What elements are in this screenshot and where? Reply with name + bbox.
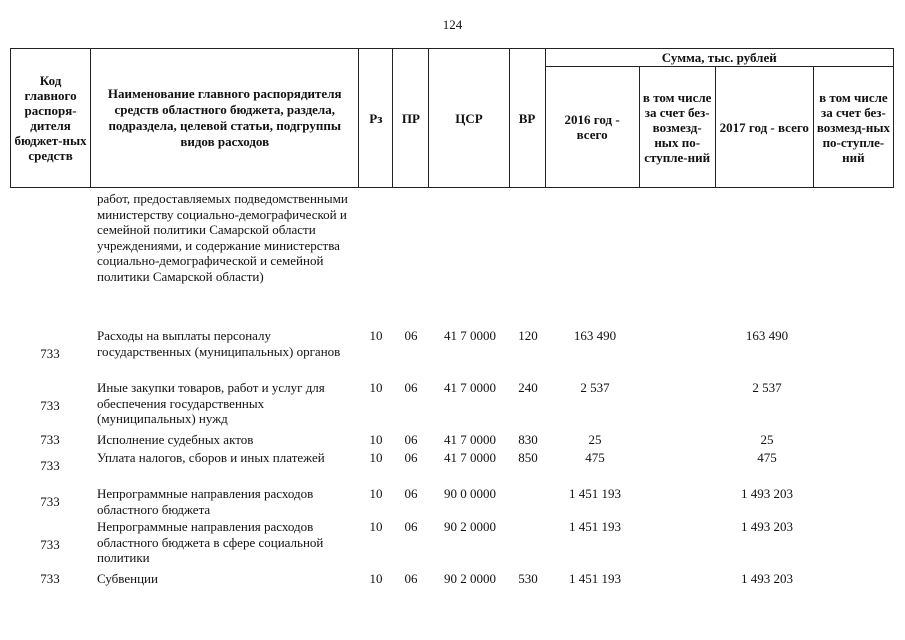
row-name: работ, предоставляемых подведомственными министерству социально-демографической и семейной политики Самарской области учреждениями, и содержание министерства социально-демографической и семейной политики Самарской области) bbox=[97, 191, 348, 284]
row-rz: 10 bbox=[369, 450, 383, 465]
table-row bbox=[0, 191, 905, 325]
table-row bbox=[0, 450, 905, 482]
row-name: Расходы на выплаты персоналу государственных (муниципальных) органов bbox=[97, 328, 341, 359]
row-rz: 10 bbox=[369, 432, 383, 447]
row-name: Уплата налогов, сборов и иных платежей bbox=[97, 450, 325, 465]
row-code: 733 bbox=[40, 537, 60, 552]
header-2017-gratis: в том числе за счет без-возмезд-ных по-ступле-ний bbox=[813, 67, 893, 188]
row-name: Иные закупки товаров, работ и услуг для обеспечения государственных (муниципальных) нужд bbox=[97, 380, 325, 426]
header-rz: Рз bbox=[359, 49, 393, 188]
table-row bbox=[0, 486, 905, 518]
header-2016-total: 2016 год - всего bbox=[545, 67, 639, 188]
row-code: 733 bbox=[40, 571, 60, 586]
row-sum-2016: 1 451 193 bbox=[569, 571, 621, 586]
header-csr: ЦСР bbox=[429, 49, 509, 188]
row-name: Непрограммные направления расходов областного бюджета в сфере социальной политики bbox=[97, 519, 324, 565]
row-name: Непрограммные направления расходов областного бюджета bbox=[97, 486, 314, 517]
table-header bbox=[10, 48, 894, 188]
row-rz: 10 bbox=[369, 486, 383, 501]
row-rz: 10 bbox=[369, 571, 383, 586]
row-vr: 120 bbox=[518, 328, 538, 343]
row-code: 733 bbox=[40, 458, 60, 473]
row-code: 733 bbox=[40, 398, 60, 413]
row-sum-2017: 1 493 203 bbox=[741, 519, 793, 534]
header-2016-gratis: в том числе за счет без-возмезд-ных по-ступле-ний bbox=[639, 67, 715, 188]
row-rz: 10 bbox=[369, 380, 383, 395]
row-sum-2016: 2 537 bbox=[580, 380, 610, 395]
row-rz: 10 bbox=[369, 328, 383, 343]
row-sum-2016: 475 bbox=[585, 450, 605, 465]
row-pr: 06 bbox=[404, 328, 418, 343]
row-csr: 41 7 0000 bbox=[444, 328, 496, 343]
row-sum-2017: 475 bbox=[757, 450, 777, 465]
row-pr: 06 bbox=[404, 571, 418, 586]
table-row bbox=[0, 519, 905, 567]
row-sum-2016: 25 bbox=[588, 432, 602, 447]
row-name: Субвенции bbox=[97, 571, 158, 586]
row-code: 733 bbox=[40, 432, 60, 447]
row-code: 733 bbox=[40, 346, 60, 361]
row-pr: 06 bbox=[404, 380, 418, 395]
table-row bbox=[0, 328, 905, 376]
row-sum-2017: 163 490 bbox=[745, 328, 789, 343]
row-csr: 41 7 0000 bbox=[444, 380, 496, 395]
row-sum-2016: 1 451 193 bbox=[569, 486, 621, 501]
row-sum-2017: 25 bbox=[760, 432, 774, 447]
header-name: Наименование главного распорядителя средств областного бюджета, раздела, подраздела, целевой статьи, подгруппы видов расходов bbox=[91, 49, 359, 188]
table-row bbox=[0, 571, 905, 587]
row-pr: 06 bbox=[404, 450, 418, 465]
row-sum-2016: 1 451 193 bbox=[569, 519, 621, 534]
table-row bbox=[0, 380, 905, 428]
row-rz: 10 bbox=[369, 519, 383, 534]
row-csr: 41 7 0000 bbox=[444, 432, 496, 447]
row-vr: 240 bbox=[518, 380, 538, 395]
header-2017-total: 2017 год - всего bbox=[715, 67, 813, 188]
row-name: Исполнение судебных актов bbox=[97, 432, 254, 447]
row-vr: 850 bbox=[518, 450, 538, 465]
row-csr: 90 0 0000 bbox=[444, 486, 496, 501]
row-sum-2017: 1 493 203 bbox=[741, 571, 793, 586]
row-vr: 830 bbox=[518, 432, 538, 447]
page-number: 124 bbox=[442, 17, 463, 32]
row-code: 733 bbox=[40, 494, 60, 509]
header-sum: Сумма, тыс. рублей bbox=[545, 49, 893, 67]
row-csr: 41 7 0000 bbox=[444, 450, 496, 465]
row-sum-2017: 2 537 bbox=[752, 380, 782, 395]
row-sum-2016: 163 490 bbox=[573, 328, 617, 343]
row-pr: 06 bbox=[404, 486, 418, 501]
row-pr: 06 bbox=[404, 432, 418, 447]
header-vr: ВР bbox=[509, 49, 545, 188]
row-csr: 90 2 0000 bbox=[444, 519, 496, 534]
row-vr: 530 bbox=[518, 571, 538, 586]
header-code: Код главного распоря-дителя бюджет-ных средств bbox=[11, 49, 91, 188]
row-csr: 90 2 0000 bbox=[444, 571, 496, 586]
row-sum-2017: 1 493 203 bbox=[741, 486, 793, 501]
header-pr: ПР bbox=[393, 49, 429, 188]
table-row bbox=[0, 432, 905, 448]
row-pr: 06 bbox=[404, 519, 418, 534]
